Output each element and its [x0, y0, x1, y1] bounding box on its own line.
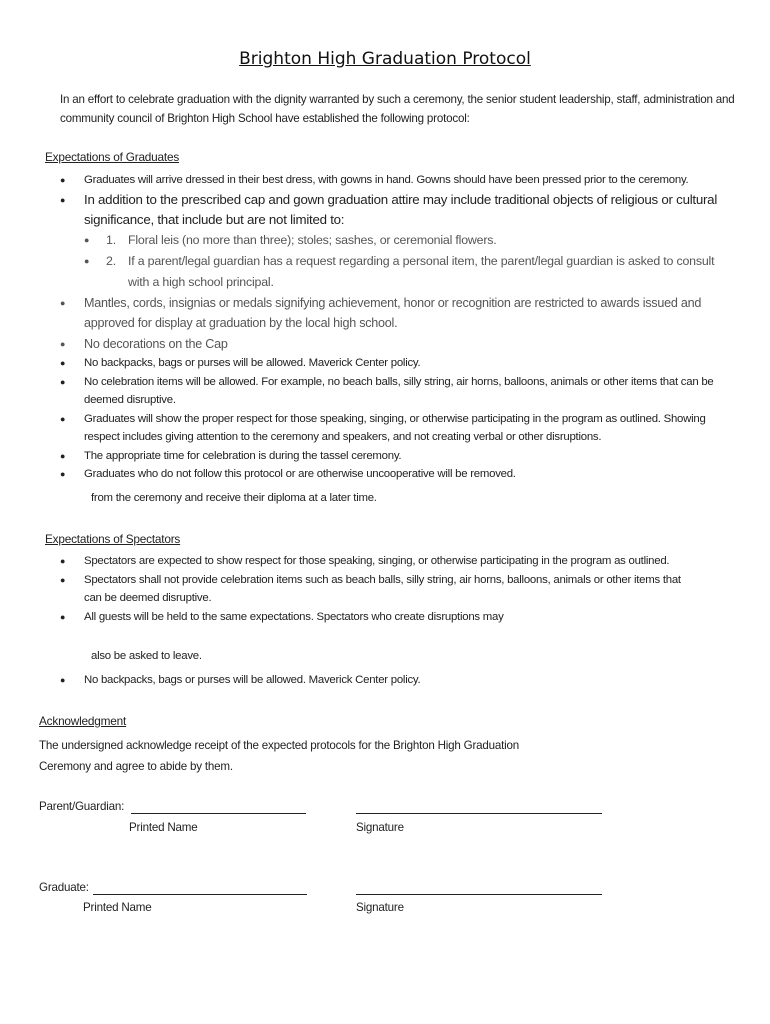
parent-signature-caption: Signature	[356, 821, 404, 834]
acknowledgment-text: The undersigned acknowledge receipt of the expected protocols for the Brighton High Graduation Ceremony and agree to abide by them.	[39, 739, 520, 773]
graduates-heading: Expectations of Graduates	[45, 150, 180, 164]
sub-list-number: ● 1.	[106, 232, 116, 247]
page-title: Brighton High Graduation Protocol	[239, 49, 531, 69]
parent-printed-name-line[interactable]	[131, 813, 306, 814]
spectators-heading: Expectations of Spectators	[45, 532, 181, 546]
list-item: ● No decorations on the Cap	[60, 334, 725, 355]
list-item-text: In addition to the prescribed cap and gown graduation attire may include traditional objects of religious or cultural significance, that include but are not limited to:	[84, 191, 718, 227]
sub-list-text: Floral leis (no more than three); stoles; sashes, or ceremonial flowers.	[128, 232, 497, 247]
sub-list-item	[84, 230, 725, 251]
list-item: ● Graduates will arrive dressed in their best dress, with gowns in hand. Gowns should have been pressed prior to the ceremony.	[60, 171, 725, 190]
list-item: ● No celebration items will be allowed. For example, no beach balls, silly string, air horns, balloons, animals or other items that can be deemed disruptive.	[60, 373, 725, 410]
acknowledgment-heading: Acknowledgment	[39, 714, 127, 728]
list-item: ● Spectators shall not provide celebration items such as beach balls, silly string, air horns, balloons, animals or other items that can be deemed disruptive.	[60, 571, 700, 608]
list-item: ● Graduates will show the proper respect for those speaking, singing, or otherwise participating in the program as outlined. Showing respect includes giving attention to the ceremony and speakers, and not creating verbal or other disruptions.	[60, 410, 725, 447]
parent-guardian-label: Parent/Guardian:	[39, 800, 125, 813]
list-item	[60, 190, 725, 293]
graduate-signature-caption: Signature	[356, 901, 404, 914]
list-item: ● The appropriate time for celebration is during the tassel ceremony.	[60, 447, 725, 466]
list-item: ● Graduates who do not follow this protocol or are otherwise uncooperative will be removed.	[60, 465, 725, 484]
parent-printed-name-caption: Printed Name	[129, 821, 198, 834]
spectators-continuation: also be asked to leave.	[91, 650, 202, 662]
graduate-printed-name-line[interactable]	[93, 894, 307, 895]
graduate-signature-line[interactable]	[356, 894, 602, 895]
spectators-list-end	[60, 671, 700, 690]
graduates-list	[60, 171, 725, 484]
sub-list-item	[84, 251, 725, 293]
sub-list-text: If a parent/legal guardian has a request regarding a personal item, the parent/legal guardian is asked to consult with a high school principal.	[128, 253, 715, 289]
intro-paragraph: In an effort to celebrate graduation with the dignity warranted by such a ceremony, the senior student leadership, staff, administration and community council of Brighton High School have established the following protocol:	[60, 93, 735, 125]
graduate-label: Graduate:	[39, 881, 89, 894]
sub-list-number: ● 2.	[106, 253, 116, 268]
parent-signature-line[interactable]	[356, 813, 602, 814]
sub-list	[84, 230, 725, 293]
list-item: ● Mantles, cords, insignias or medals signifying achievement, honor or recognition are restricted to awards issued and approved for display at graduation by the local high school.	[60, 293, 725, 334]
graduates-continuation: from the ceremony and receive their diploma at a later time.	[91, 492, 377, 504]
list-item: ● No backpacks, bags or purses will be allowed. Maverick Center policy.	[60, 354, 725, 373]
graduate-printed-name-caption: Printed Name	[83, 901, 152, 914]
list-item: ● Spectators are expected to show respect for those speaking, singing, or otherwise participating in the program as outlined.	[60, 552, 700, 571]
spectators-list	[60, 552, 700, 626]
list-item: ● No backpacks, bags or purses will be allowed. Maverick Center policy.	[60, 671, 700, 690]
list-item: ● All guests will be held to the same expectations. Spectators who create disruptions may	[60, 608, 700, 627]
